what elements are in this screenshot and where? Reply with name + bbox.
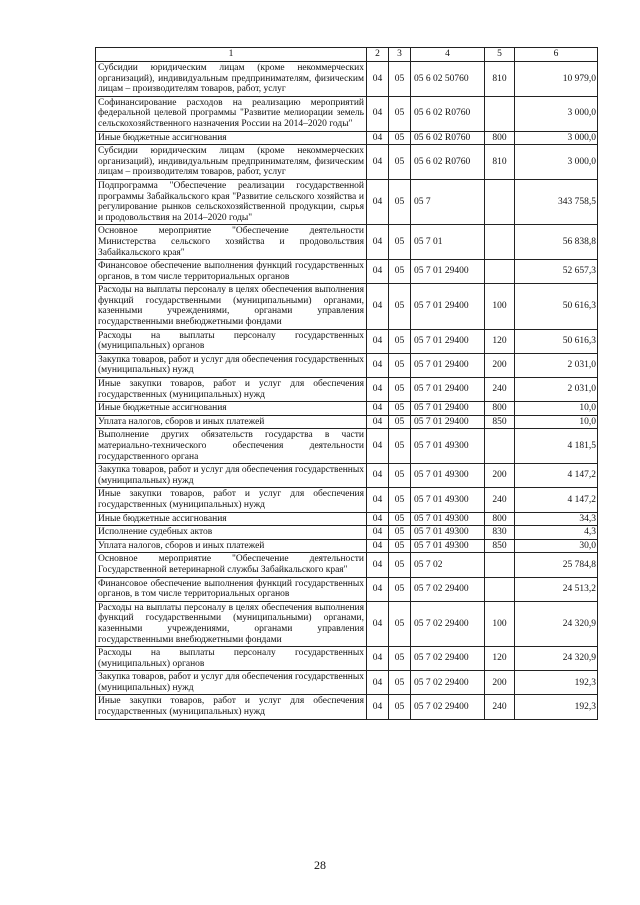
- amount-cell: 34,3: [515, 512, 598, 526]
- item-name-cell: Уплата налогов, сборов и иных платежей: [96, 415, 367, 429]
- expense-type-cell: 810: [485, 62, 515, 97]
- item-name-cell: Финансовое обеспечение выполнения функций государственных органов, в том числе территориальных органов: [96, 577, 367, 601]
- section-code-cell: 04: [367, 539, 389, 553]
- expense-type-cell: 850: [485, 539, 515, 553]
- item-name-cell: Иные бюджетные ассигнования: [96, 131, 367, 145]
- header-col-4: 4: [411, 48, 485, 62]
- target-article-cell: 05 7 02 29400: [411, 577, 485, 601]
- header-col-1: 1: [96, 48, 367, 62]
- item-name-cell: Закупка товаров, работ и услуг для обеспечения государственных (муниципальных) нужд: [96, 353, 367, 377]
- expense-type-cell: 200: [485, 464, 515, 488]
- subsection-code-cell: 05: [389, 464, 411, 488]
- target-article-cell: 05 7 02 29400: [411, 647, 485, 671]
- amount-cell: 24 513,2: [515, 577, 598, 601]
- amount-cell: 30,0: [515, 539, 598, 553]
- subsection-code-cell: 05: [389, 353, 411, 377]
- table-row: [96, 601, 598, 646]
- section-code-cell: 04: [367, 378, 389, 402]
- amount-cell: 3 000,0: [515, 145, 598, 180]
- expense-type-cell: 120: [485, 647, 515, 671]
- section-code-cell: 04: [367, 695, 389, 719]
- table-row: [96, 353, 598, 377]
- table-row: [96, 415, 598, 429]
- table-row: [96, 96, 598, 131]
- item-name-cell: Субсидии юридическим лицам (кроме некоммерческих организаций), индивидуальным предпринимателям, физическим лицам – производителям товаров, работ, услуг: [96, 62, 367, 97]
- item-name-cell: Расходы на выплаты персоналу государственных (муниципальных) органов: [96, 329, 367, 353]
- expense-type-cell: 120: [485, 329, 515, 353]
- section-code-cell: 04: [367, 553, 389, 577]
- table-row: [96, 539, 598, 553]
- section-code-cell: 04: [367, 526, 389, 540]
- section-code-cell: 04: [367, 415, 389, 429]
- target-article-cell: 05 7 01 49300: [411, 429, 485, 464]
- table-row: [96, 62, 598, 97]
- expense-type-cell: 240: [485, 488, 515, 512]
- expense-type-cell: [485, 429, 515, 464]
- target-article-cell: 05 7 01 29400: [411, 260, 485, 284]
- subsection-code-cell: 05: [389, 284, 411, 329]
- subsection-code-cell: 05: [389, 539, 411, 553]
- section-code-cell: 04: [367, 577, 389, 601]
- section-code-cell: 04: [367, 429, 389, 464]
- section-code-cell: 04: [367, 488, 389, 512]
- expense-type-cell: 100: [485, 601, 515, 646]
- target-article-cell: 05 6 02 R0760: [411, 96, 485, 131]
- expense-type-cell: 240: [485, 378, 515, 402]
- target-article-cell: 05 6 02 R0760: [411, 145, 485, 180]
- amount-cell: 24 320,9: [515, 647, 598, 671]
- expense-type-cell: 240: [485, 695, 515, 719]
- target-article-cell: 05 6 02 R0760: [411, 131, 485, 145]
- item-name-cell: Расходы на выплаты персоналу в целях обеспечения выполнения функций государственными (муниципальными) органами, казенными учреждениями, органами управления государственными внебюджетными фондами: [96, 601, 367, 646]
- expense-type-cell: [485, 96, 515, 131]
- header-col-2: 2: [367, 48, 389, 62]
- item-name-cell: Иные закупки товаров, работ и услуг для обеспечения государственных (муниципальных) нужд: [96, 378, 367, 402]
- item-name-cell: Основное мероприятие "Обеспечение деятельности Государственной ветеринарной службы Забайкальского края": [96, 553, 367, 577]
- item-name-cell: Закупка товаров, работ и услуг для обеспечения государственных (муниципальных) нужд: [96, 464, 367, 488]
- target-article-cell: 05 7 01 29400: [411, 329, 485, 353]
- expense-type-cell: [485, 577, 515, 601]
- amount-cell: 56 838,8: [515, 225, 598, 260]
- table-row: [96, 577, 598, 601]
- expense-type-cell: 800: [485, 512, 515, 526]
- table-row: [96, 329, 598, 353]
- table-row: [96, 526, 598, 540]
- budget-table: [95, 47, 598, 720]
- amount-cell: 52 657,3: [515, 260, 598, 284]
- item-name-cell: Софинансирование расходов на реализацию мероприятий федеральной целевой программы "Развитие мелиорации земель сельскохозяйственного назначения России на 2014–2020 годы": [96, 96, 367, 131]
- target-article-cell: 05 7 02 29400: [411, 671, 485, 695]
- subsection-code-cell: 05: [389, 695, 411, 719]
- table-row: [96, 131, 598, 145]
- section-code-cell: 04: [367, 402, 389, 416]
- amount-cell: 343 758,5: [515, 179, 598, 224]
- subsection-code-cell: 05: [389, 601, 411, 646]
- subsection-code-cell: 05: [389, 96, 411, 131]
- table-row: [96, 260, 598, 284]
- amount-cell: 24 320,9: [515, 601, 598, 646]
- section-code-cell: 04: [367, 179, 389, 224]
- amount-cell: 4 181,5: [515, 429, 598, 464]
- table-row: [96, 145, 598, 180]
- item-name-cell: Закупка товаров, работ и услуг для обеспечения государственных (муниципальных) нужд: [96, 671, 367, 695]
- table-header-row: [96, 48, 598, 62]
- header-col-3: 3: [389, 48, 411, 62]
- expense-type-cell: 100: [485, 284, 515, 329]
- subsection-code-cell: 05: [389, 488, 411, 512]
- item-name-cell: Расходы на выплаты персоналу в целях обеспечения выполнения функций государственными (муниципальными) органами, казенными учреждениями, органами управления государственными внебюджетными фондами: [96, 284, 367, 329]
- subsection-code-cell: 05: [389, 526, 411, 540]
- subsection-code-cell: 05: [389, 553, 411, 577]
- amount-cell: 25 784,8: [515, 553, 598, 577]
- target-article-cell: 05 6 02 50760: [411, 62, 485, 97]
- target-article-cell: 05 7 01 49300: [411, 464, 485, 488]
- item-name-cell: Иные закупки товаров, работ и услуг для обеспечения государственных (муниципальных) нужд: [96, 695, 367, 719]
- subsection-code-cell: 05: [389, 671, 411, 695]
- item-name-cell: Иные бюджетные ассигнования: [96, 402, 367, 416]
- target-article-cell: 05 7 01 29400: [411, 378, 485, 402]
- subsection-code-cell: 05: [389, 402, 411, 416]
- expense-type-cell: [485, 179, 515, 224]
- section-code-cell: 04: [367, 96, 389, 131]
- item-name-cell: Уплата налогов, сборов и иных платежей: [96, 539, 367, 553]
- table-row: [96, 671, 598, 695]
- target-article-cell: 05 7 01 29400: [411, 402, 485, 416]
- item-name-cell: Исполнение судебных актов: [96, 526, 367, 540]
- header-col-6: 6: [515, 48, 598, 62]
- target-article-cell: 05 7 01 49300: [411, 488, 485, 512]
- item-name-cell: Субсидии юридическим лицам (кроме некоммерческих организаций), индивидуальным предпринимателям, физическим лицам – производителям товаров, работ, услуг: [96, 145, 367, 180]
- target-article-cell: 05 7 01 49300: [411, 539, 485, 553]
- section-code-cell: 04: [367, 671, 389, 695]
- table-row: [96, 488, 598, 512]
- subsection-code-cell: 05: [389, 225, 411, 260]
- budget-table-container: [95, 47, 597, 720]
- subsection-code-cell: 05: [389, 647, 411, 671]
- table-row: [96, 464, 598, 488]
- subsection-code-cell: 05: [389, 260, 411, 284]
- amount-cell: 192,3: [515, 671, 598, 695]
- subsection-code-cell: 05: [389, 62, 411, 97]
- target-article-cell: 05 7 01 49300: [411, 512, 485, 526]
- subsection-code-cell: 05: [389, 577, 411, 601]
- item-name-cell: Иные бюджетные ассигнования: [96, 512, 367, 526]
- target-article-cell: 05 7 02 29400: [411, 695, 485, 719]
- amount-cell: 4 147,2: [515, 488, 598, 512]
- section-code-cell: 04: [367, 647, 389, 671]
- item-name-cell: Подпрограмма "Обеспечение реализации государственной программы Забайкальского края "Развитие сельского хозяйства и регулирование рынков сельскохозяйственной продукции, сырья и продовольствия на 2014–2020 годы": [96, 179, 367, 224]
- item-name-cell: Иные закупки товаров, работ и услуг для обеспечения государственных (муниципальных) нужд: [96, 488, 367, 512]
- table-row: [96, 378, 598, 402]
- expense-type-cell: 800: [485, 402, 515, 416]
- amount-cell: 3 000,0: [515, 96, 598, 131]
- subsection-code-cell: 05: [389, 429, 411, 464]
- amount-cell: 3 000,0: [515, 131, 598, 145]
- subsection-code-cell: 05: [389, 131, 411, 145]
- item-name-cell: Расходы на выплаты персоналу государственных (муниципальных) органов: [96, 647, 367, 671]
- amount-cell: 10,0: [515, 402, 598, 416]
- subsection-code-cell: 05: [389, 415, 411, 429]
- table-row: [96, 179, 598, 224]
- amount-cell: 10 979,0: [515, 62, 598, 97]
- section-code-cell: 04: [367, 464, 389, 488]
- target-article-cell: 05 7 01 29400: [411, 353, 485, 377]
- expense-type-cell: 830: [485, 526, 515, 540]
- expense-type-cell: [485, 225, 515, 260]
- table-body: [96, 62, 598, 720]
- section-code-cell: 04: [367, 225, 389, 260]
- table-row: [96, 225, 598, 260]
- target-article-cell: 05 7 02: [411, 553, 485, 577]
- target-article-cell: 05 7: [411, 179, 485, 224]
- expense-type-cell: 200: [485, 353, 515, 377]
- table-row: [96, 512, 598, 526]
- item-name-cell: Финансовое обеспечение выполнения функций государственных органов, в том числе территориальных органов: [96, 260, 367, 284]
- section-code-cell: 04: [367, 512, 389, 526]
- subsection-code-cell: 05: [389, 378, 411, 402]
- expense-type-cell: 850: [485, 415, 515, 429]
- expense-type-cell: 200: [485, 671, 515, 695]
- section-code-cell: 04: [367, 145, 389, 180]
- expense-type-cell: 800: [485, 131, 515, 145]
- table-row: [96, 553, 598, 577]
- section-code-cell: 04: [367, 62, 389, 97]
- section-code-cell: 04: [367, 284, 389, 329]
- table-row: [96, 402, 598, 416]
- section-code-cell: 04: [367, 353, 389, 377]
- expense-type-cell: [485, 260, 515, 284]
- subsection-code-cell: 05: [389, 145, 411, 180]
- table-row: [96, 647, 598, 671]
- section-code-cell: 04: [367, 329, 389, 353]
- target-article-cell: 05 7 01 29400: [411, 284, 485, 329]
- subsection-code-cell: 05: [389, 329, 411, 353]
- amount-cell: 50 616,3: [515, 284, 598, 329]
- section-code-cell: 04: [367, 260, 389, 284]
- section-code-cell: 04: [367, 601, 389, 646]
- target-article-cell: 05 7 02 29400: [411, 601, 485, 646]
- amount-cell: 2 031,0: [515, 353, 598, 377]
- item-name-cell: Выполнение других обязательств государства в части материально-технического обеспечения деятельности государственного органа: [96, 429, 367, 464]
- amount-cell: 10,0: [515, 415, 598, 429]
- section-code-cell: 04: [367, 131, 389, 145]
- table-row: [96, 695, 598, 719]
- amount-cell: 4,3: [515, 526, 598, 540]
- amount-cell: 50 616,3: [515, 329, 598, 353]
- table-row: [96, 429, 598, 464]
- page-number: 28: [314, 858, 326, 872]
- expense-type-cell: 810: [485, 145, 515, 180]
- subsection-code-cell: 05: [389, 512, 411, 526]
- table-row: [96, 284, 598, 329]
- header-col-5: 5: [485, 48, 515, 62]
- item-name-cell: Основное мероприятие "Обеспечение деятельности Министерства сельского хозяйства и продовольствия Забайкальского края": [96, 225, 367, 260]
- target-article-cell: 05 7 01 29400: [411, 415, 485, 429]
- subsection-code-cell: 05: [389, 179, 411, 224]
- amount-cell: 4 147,2: [515, 464, 598, 488]
- target-article-cell: 05 7 01 49300: [411, 526, 485, 540]
- amount-cell: 2 031,0: [515, 378, 598, 402]
- target-article-cell: 05 7 01: [411, 225, 485, 260]
- expense-type-cell: [485, 553, 515, 577]
- amount-cell: 192,3: [515, 695, 598, 719]
